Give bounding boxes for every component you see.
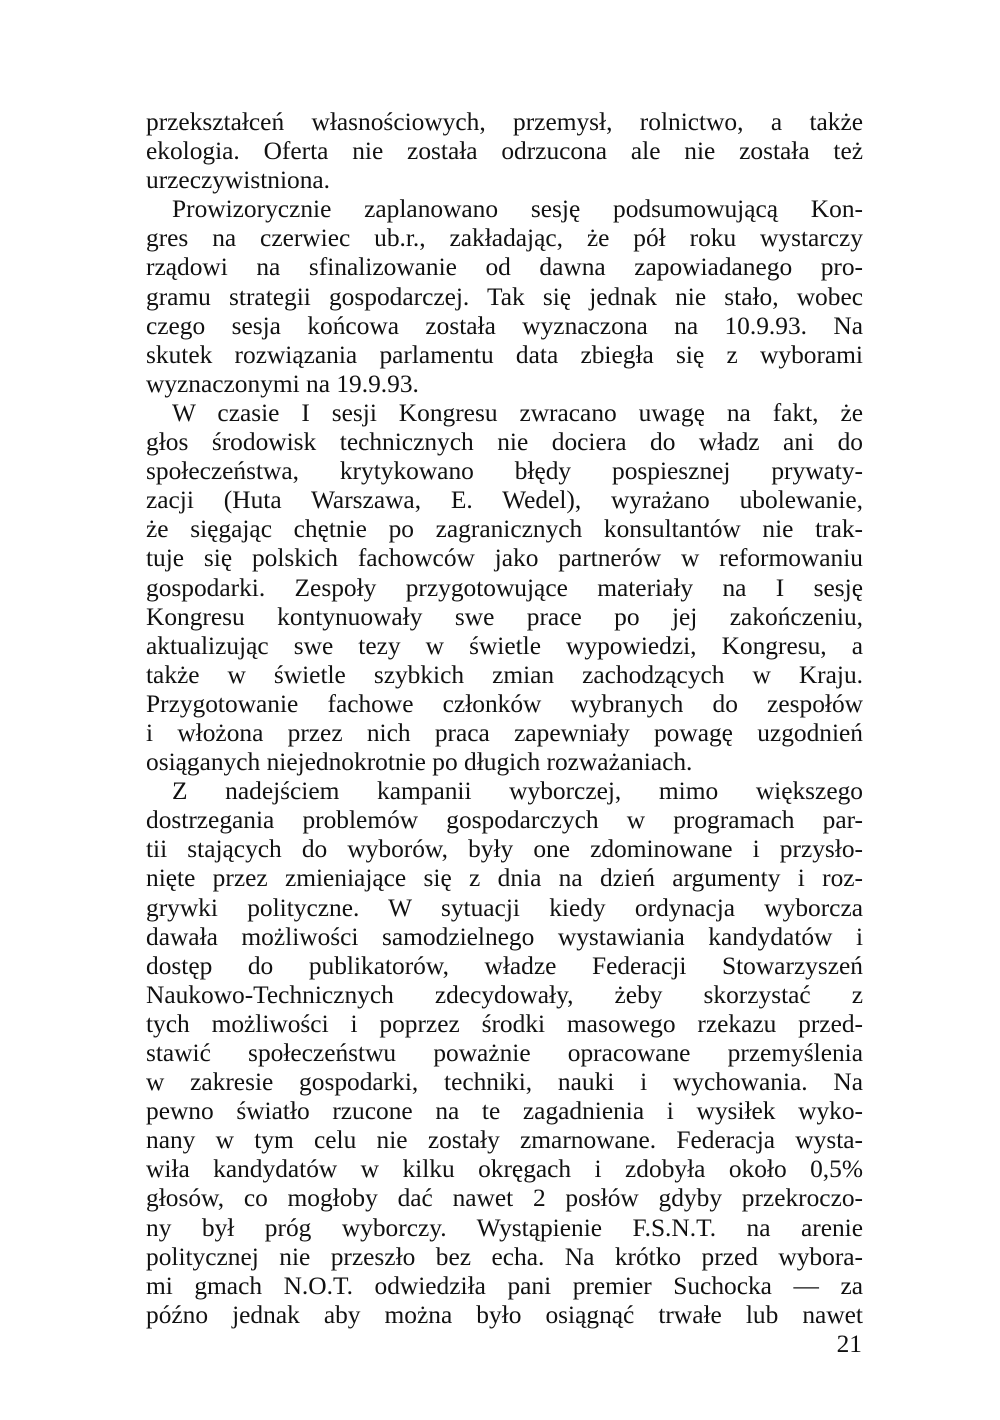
text-line: urzeczywistniona. <box>146 166 331 195</box>
text-line: wiła kandydatów w kilku okręgach i zdobyła około 0,5% <box>146 1155 863 1184</box>
text-line: czego sesja końcowa została wyznaczona na 10.9.93. Na <box>146 311 863 340</box>
text-line: tii stających do wyborów, były one zdominowane i przysło- <box>146 835 863 864</box>
paragraph-ownership <box>146 108 863 195</box>
text-line: tuje się polskich fachowców jako partnerów w reformowaniu <box>146 544 863 573</box>
text-line: późno jednak aby można było osiągnąć trwałe lub nawet <box>146 1300 863 1329</box>
text-line: pewno światło rzucone na te zagadnienia i wysiłek wyko- <box>146 1097 863 1126</box>
text-line: dawała możliwości samodzielnego wystawiania kandydatów i <box>146 922 863 951</box>
text-line: Naukowo-Technicznych zdecydowały, żeby skorzystać z <box>146 980 863 1009</box>
text-line: także w świetle szybkich zmian zachodzących w Kraju. <box>146 660 863 689</box>
text-line: rządowi na sfinalizowanie od dawna zapowiadanego pro- <box>146 253 863 282</box>
text-line: osiąganych niejednokrotnie po długich rozważaniach. <box>146 748 693 777</box>
page-number: 21 <box>836 1330 862 1358</box>
text-line: dostęp do publikatorów, władze Federacji Stowarzyszeń <box>146 951 863 980</box>
text-line: nięte przez zmieniające się z dnia na dzień argumenty i roz- <box>146 864 863 893</box>
paragraph-first-session <box>146 399 863 777</box>
text-line: aktualizując swe tezy w świetle wypowiedzi, Kongresu, a <box>146 631 863 660</box>
text-line: gramu strategii gospodarczej. Tak się jednak nie stało, wobec <box>146 282 863 311</box>
text-line: stawić społeczeństwu poważnie opracowane przemyślenia <box>146 1039 863 1067</box>
text-line: społeczeństwa, krytykowano błędy pospiesznej prywaty- <box>146 457 863 486</box>
text-line: dostrzegania problemów gospodarczych w programach par- <box>146 806 863 835</box>
text-line: ny był próg wyborczy. Wystąpienie F.S.N.T. na arenie <box>146 1213 863 1242</box>
text-line: Prowizorycznie zaplanowano sesję podsumowującą Kon- <box>172 195 863 224</box>
text-line: wyznaczonymi na 19.9.93. <box>146 369 419 398</box>
text-line: Z nadejściem kampanii wyborczej, mimo większego <box>172 777 863 806</box>
text-line: Przygotowanie fachowe członków wybranych do zespołów <box>146 689 863 718</box>
text-line: grywki polityczne. W sytuacji kiedy ordynacja wyborcza <box>146 893 863 922</box>
text-line: że sięgając chętnie po zagranicznych konsultantów nie trak- <box>146 515 863 544</box>
text-line: nany w tym celu nie zostały zmarnowane. Federacja wysta- <box>146 1126 863 1155</box>
text-line: politycznej nie przeszło bez echa. Na krótko przed wybora- <box>146 1242 863 1271</box>
page-body <box>146 108 863 1330</box>
text-line: przekształceń własnościowych, przemysł, rolnictwo, a także <box>146 108 863 136</box>
text-line: Kongresu kontynuowały swe prace po jej zakończeniu, <box>146 602 863 631</box>
text-line: gospodarki. Zespoły przygotowujące materiały na I sesję <box>146 573 863 602</box>
text-line: w zakresie gospodarki, techniki, nauki i wychowania. Na <box>146 1068 863 1097</box>
text-line: W czasie I sesji Kongresu zwracano uwagę na fakt, że <box>172 398 863 427</box>
text-line: głosów, co mogłoby dać nawet 2 posłów gdyby przekroczo- <box>146 1184 863 1213</box>
text-line: głos środowisk technicznych nie dociera do władz ani do <box>146 428 863 457</box>
text-line: gres na czerwiec ub.r., zakładając, że pół roku wystarczy <box>146 224 863 253</box>
text-line: mi gmach N.O.T. odwiedziła pani premier Suchocka — za <box>146 1271 863 1300</box>
paragraph-election-campaign <box>146 777 863 1330</box>
text-line: zacji (Huta Warszawa, E. Wedel), wyrażano ubolewanie, <box>146 486 863 515</box>
paragraph-summary-session <box>146 195 863 399</box>
text-line: i włożona przez nich praca zapewniały powagę uzgodnień <box>146 718 863 747</box>
text-line: skutek rozwiązania parlamentu data zbiegła się z wyborami <box>146 340 863 369</box>
text-line: tych możliwości i poprzez środki masowego rzekazu przed- <box>146 1009 863 1038</box>
text-line: ekologia. Oferta nie została odrzucona ale nie została też <box>146 137 863 166</box>
